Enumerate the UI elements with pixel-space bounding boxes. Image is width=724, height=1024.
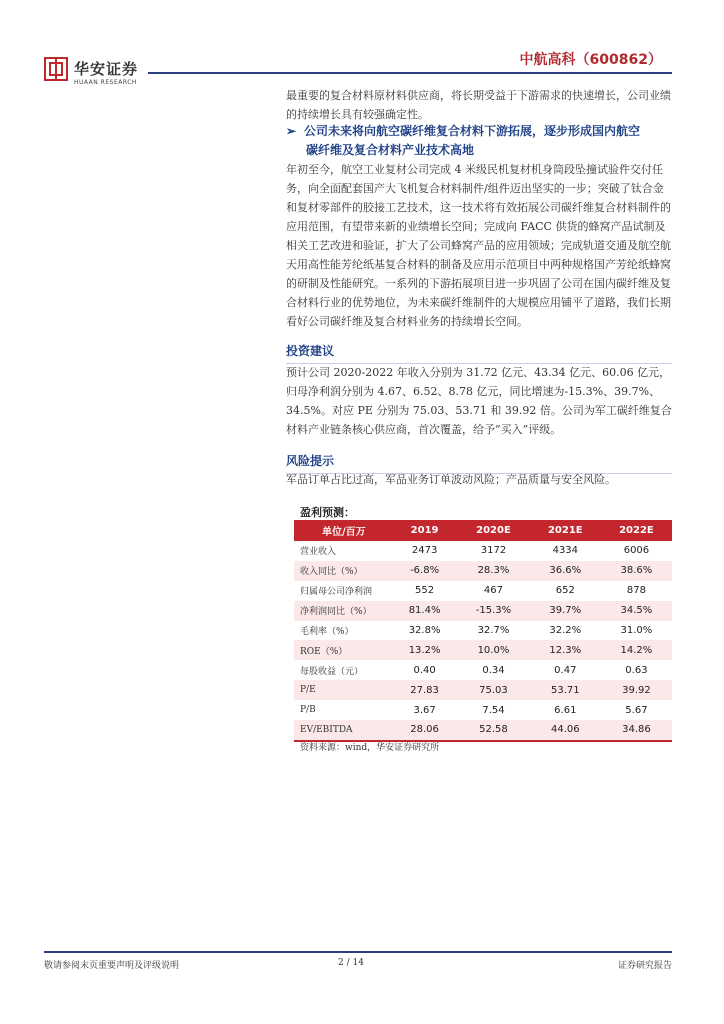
- table-row: [294, 561, 672, 581]
- stock-title: 中航高科（600862）: [519, 52, 662, 68]
- table-cell: 53.71: [530, 680, 601, 700]
- table-cell: P/B: [300, 705, 316, 716]
- table-cell: 652: [555, 585, 575, 597]
- table-row: [294, 700, 672, 720]
- table-cell: 28.06: [392, 720, 457, 741]
- paragraph-downstream: 年初至今，航空工业复材公司完成 4 米级民机复材机身筒段坠撞试验件交付任务，向全面配套国产大飞机复合材料制件/组件迈出坚实的一步；突破了钛合金和复材零部件的胶接工艺技术，这一技术将有效拓展公司碳纤维复合材料制件的应用范围，有望带来新的业绩增长空间；完成向 FACC 供货的蜂窝产品试制及相关工艺改进和验证，扩大了公司蜂窝产品的应用领域；完成轨道交通及航空航天用高性能芳纶纸基复合材料的制备及应用示范项目中两种规格国产芳纶纸蜂窝的研制及性能研究。一系列的下游拓展项目进一步巩固了公司在国内碳纤维及复合材料行业的优势地位，为未来碳纤维制件的大规模应用铺平了道路，我们长期看好公司碳纤维及复合材料业务的持续增长空间。: [286, 163, 671, 328]
- table-cell: 归属母公司净利润: [300, 587, 373, 598]
- table-cell: 0.47: [554, 664, 577, 676]
- table-cell: -6.8%: [392, 561, 457, 581]
- paragraph-risk: 军品订单占比过高，军品业务订单波动风险；产品质量与安全风险。: [286, 473, 616, 486]
- table-row: [294, 640, 672, 660]
- paragraph-investment: 预计公司 2020-2022 年收入分别为 31.72 亿元、43.34 亿元、60.06 亿元，归母净利润分别为 4.67、6.52、8.78 亿元，同比增速为-15.3%、39.7%、34.5%。对应 PE 分别为 75.03、53.71 和 39.92 倍。公司为军工碳纤维复合材料产业链条核心供应商，首次覆盖，给予“买入”评级。: [286, 366, 672, 436]
- page-number: 2 / 14: [338, 958, 364, 968]
- table-header-row: [294, 520, 672, 541]
- table-cell: 36.6%: [530, 561, 601, 581]
- table-cell: 467: [483, 585, 503, 597]
- bullet-heading-line1: 公司未来将向航空碳纤维复合材料下游拓展，逐步形成国内航空: [304, 124, 641, 138]
- table-cell: EV/EBITDA: [294, 720, 392, 741]
- table-cell: 39.7%: [530, 601, 601, 621]
- table-row: [294, 720, 672, 741]
- table-row: [294, 601, 672, 621]
- table-cell: 32.8%: [408, 625, 441, 636]
- table-cell: 0.63: [625, 664, 648, 676]
- brand-subtitle: HUAAN RESEARCH: [74, 79, 137, 86]
- table-cell: 10.0%: [457, 640, 530, 660]
- table-cell: 每股收益（元）: [300, 666, 364, 677]
- table-cell: 38.6%: [601, 561, 672, 581]
- table-cell: 7.54: [482, 704, 505, 716]
- table-cell: 营业收入: [300, 547, 337, 558]
- table-cell: 12.3%: [530, 640, 601, 660]
- footer-disclaimer: 敬请参阅末页重要声明及评级说明: [44, 961, 180, 971]
- brand-name: 华安证券: [74, 60, 139, 78]
- table-cell: 毛利率（%）: [300, 627, 354, 637]
- table-cell: 14.2%: [601, 640, 672, 660]
- table-cell: 34.5%: [601, 601, 672, 621]
- header-divider: [148, 72, 672, 74]
- table-cell: 13.2%: [392, 640, 457, 660]
- footer-report-type: 证券研究报告: [617, 961, 672, 971]
- table-row: [294, 581, 672, 601]
- arrow-bullet-icon: ➢: [286, 124, 297, 138]
- table-cell: 5.67: [625, 704, 648, 716]
- table-cell: 收入同比（%）: [294, 561, 392, 581]
- table-cell: 净利润同比（%）: [294, 601, 392, 621]
- table-cell: 0.34: [482, 664, 505, 676]
- table-row: [294, 541, 672, 561]
- table-cell: 32.2%: [549, 625, 582, 636]
- huaan-logo-icon: [44, 57, 68, 81]
- paragraph-intro: 最重要的复合材料原材料供应商，将长期受益于下游需求的快速增长，公司业绩的持续增长具有较强确定性。: [286, 89, 671, 121]
- table-cell: 34.86: [601, 720, 672, 741]
- table-row: [294, 660, 672, 680]
- table-cell: 552: [415, 585, 435, 597]
- table-cell: 44.06: [530, 720, 601, 741]
- table-cell: 39.92: [601, 680, 672, 700]
- table-title: 盈利预测：: [300, 506, 355, 519]
- table-header-cell: 单位/百万: [294, 520, 392, 541]
- table-cell: 75.03: [457, 680, 530, 700]
- table-cell: 52.58: [457, 720, 530, 741]
- page-header: [0, 0, 724, 90]
- table-source: 资料来源：wind，华安证券研究所: [300, 743, 440, 753]
- bullet-heading-line2: 碳纤维及复合材料产业技术高地: [306, 143, 475, 157]
- table-header-cell: 2022E: [601, 520, 672, 541]
- table-row: [294, 680, 672, 700]
- table-header-cell: 2019: [392, 520, 457, 541]
- forecast-table: [294, 520, 672, 742]
- table-cell: 3.67: [413, 704, 436, 716]
- section-title-risk: 风险提示: [286, 452, 672, 474]
- table-row: [294, 621, 672, 641]
- table-cell: 3172: [480, 545, 507, 557]
- table-cell: 878: [626, 585, 646, 597]
- bullet-heading: [286, 122, 676, 160]
- table-cell: P/E: [294, 680, 392, 700]
- table-cell: 28.3%: [457, 561, 530, 581]
- table-cell: 0.40: [413, 664, 436, 676]
- table-cell: 6.61: [554, 704, 577, 716]
- table-header-cell: 2020E: [457, 520, 530, 541]
- table-cell: 4334: [552, 545, 579, 557]
- table-header-cell: 2021E: [530, 520, 601, 541]
- table-cell: 2473: [411, 545, 438, 557]
- section-title-investment: 投资建议: [286, 342, 672, 364]
- footer-divider: [44, 951, 672, 953]
- table-cell: 6006: [623, 545, 650, 557]
- table-cell: 31.0%: [620, 625, 653, 636]
- table-cell: 32.7%: [477, 625, 510, 636]
- table-cell: ROE（%）: [294, 640, 392, 660]
- table-cell: 81.4%: [392, 601, 457, 621]
- table-cell: -15.3%: [457, 601, 530, 621]
- table-cell: 27.83: [392, 680, 457, 700]
